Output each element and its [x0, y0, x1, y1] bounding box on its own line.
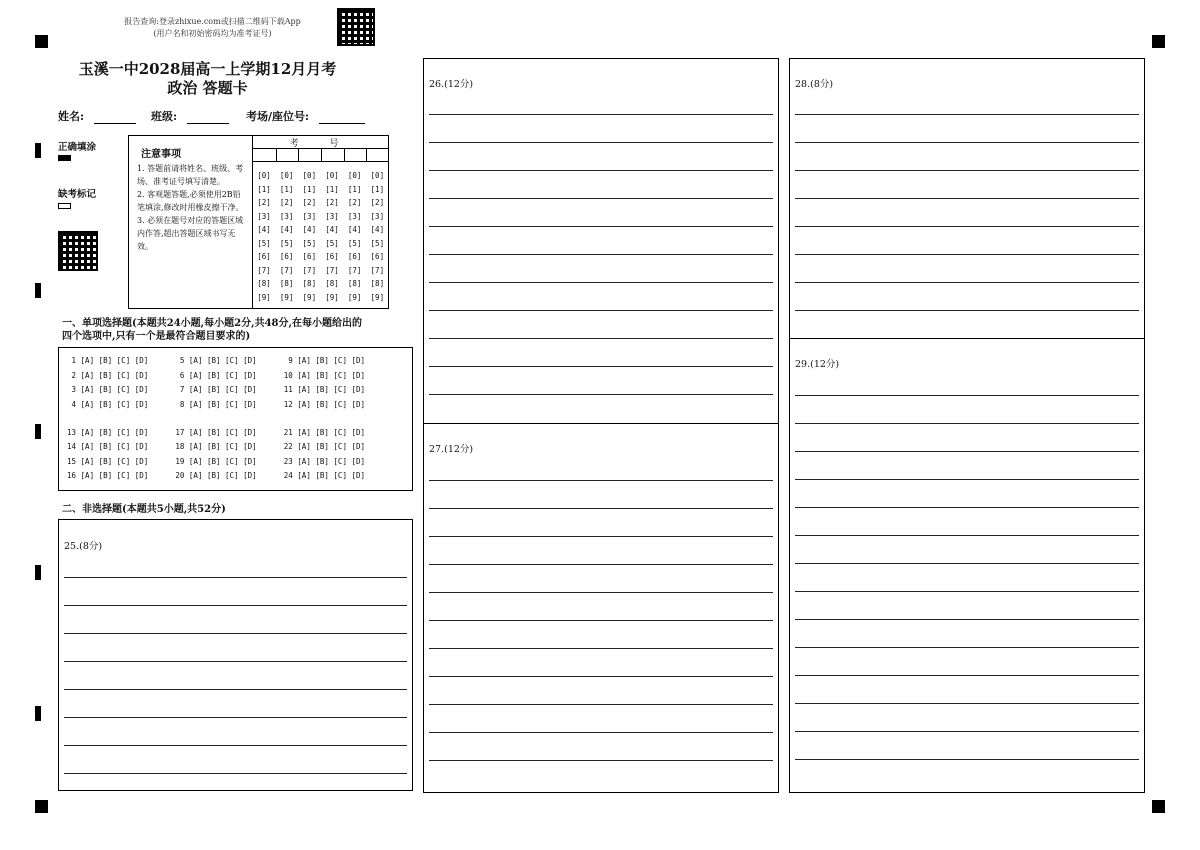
class-field [151, 108, 229, 124]
exam-id-bubble[interactable]: [5] [302, 238, 317, 248]
q29-label: 29.(12分) [795, 359, 840, 370]
exam-id-header: 考 号 [253, 136, 389, 149]
alignment-mark-bottom-right [1152, 800, 1165, 813]
answer-line [795, 507, 1139, 508]
exam-id-bubble[interactable]: [3] [257, 211, 271, 221]
mc-row[interactable]: 2 [A] [B] [C] [D] 6 [A] [B] [C] [D] 10 [A] [B] [C] [D] [67, 371, 366, 380]
exam-id-bubble[interactable]: [2] [370, 198, 385, 207]
exam-id-bubble[interactable]: [8] [302, 279, 317, 288]
timing-mark [35, 283, 41, 298]
exam-id-bubble[interactable]: [5] [370, 238, 385, 248]
exam-id-bubble[interactable]: [7] [325, 265, 339, 275]
exam-id-bubble[interactable]: [2] [302, 198, 317, 207]
answer-line [64, 633, 407, 634]
mc-row[interactable]: 1 [A] [B] [C] [D] 5 [A] [B] [C] [D] 9 [A] [B] [C] [D] [67, 356, 366, 365]
q27-label: 27.(12分) [429, 444, 474, 455]
multiple-choice-box [58, 347, 413, 491]
exam-id-bubble[interactable]: [4] [302, 225, 317, 234]
seat-label: 考场/座位号: [246, 110, 310, 123]
exam-id-column [324, 169, 340, 304]
answer-line [795, 591, 1139, 592]
answer-line [429, 536, 773, 537]
answer-line [429, 620, 773, 621]
exam-id-bubble[interactable]: [1] [302, 184, 317, 194]
alignment-mark-bottom-left [35, 800, 48, 813]
exam-id-bubble[interactable]: [4] [347, 225, 362, 234]
exam-id-bubble[interactable]: [7] [302, 265, 317, 275]
notice-item: 2. 客观题答题,必须使用2B铅笔填涂,修改时用橡皮擦干净。 [137, 190, 244, 212]
answer-line [429, 592, 773, 593]
exam-id-bubble[interactable]: [0] [325, 171, 339, 180]
exam-id-bubble[interactable]: [9] [302, 292, 317, 302]
exam-id-bubble[interactable]: [6] [302, 252, 317, 261]
exam-id-bubble[interactable]: [9] [347, 292, 362, 302]
class-input-line[interactable] [187, 112, 229, 124]
exam-id-bubble[interactable]: [0] [257, 171, 271, 180]
answer-line [795, 114, 1139, 115]
exam-id-bubble[interactable]: [3] [325, 211, 339, 221]
notice-list [137, 162, 247, 253]
exam-id-bubble[interactable]: [1] [370, 184, 385, 194]
mc-row[interactable]: 16 [A] [B] [C] [D] 20 [A] [B] [C] [D] 24 [A] [B] [C] [D] [67, 471, 366, 480]
exam-id-column [279, 169, 295, 304]
seat-input-line[interactable] [319, 112, 365, 124]
exam-id-column [347, 169, 363, 304]
answer-line [429, 282, 773, 283]
alignment-mark-top-right [1152, 35, 1165, 48]
exam-id-bubble[interactable]: [7] [279, 265, 294, 275]
answer-line [795, 731, 1139, 732]
correct-fill-label: 正确填涂 [58, 142, 97, 153]
answer-line [64, 773, 407, 774]
seat-field [246, 108, 365, 124]
answer-line [64, 605, 407, 606]
exam-id-bubble[interactable]: [8] [325, 279, 339, 288]
answer-line [795, 759, 1139, 760]
answer-line [795, 198, 1139, 199]
id-col-divider [276, 149, 277, 162]
mc-row[interactable]: 13 [A] [B] [C] [D] 17 [A] [B] [C] [D] 21 [A] [B] [C] [D] [67, 428, 366, 437]
exam-id-bubble[interactable]: [8] [257, 279, 271, 288]
header-note [100, 16, 325, 40]
q26-label: 26.(12分) [429, 79, 474, 90]
answer-line [429, 310, 773, 311]
section2-title: 二、非选择题(本题共5小题,共52分) [62, 504, 226, 515]
notice-item: 1. 答题前请将姓名、班级、考场、准考证号填写清楚。 [137, 164, 244, 186]
answer-line [429, 732, 773, 733]
id-col-divider [321, 149, 322, 162]
answer-line [795, 703, 1139, 704]
answer-line [795, 142, 1139, 143]
timing-mark [35, 565, 41, 580]
exam-id-bubble[interactable]: [8] [279, 279, 294, 288]
answer-line [429, 114, 773, 115]
mc-row[interactable]: 3 [A] [B] [C] [D] 7 [A] [B] [C] [D] 11 [A] [B] [C] [D] [67, 385, 366, 394]
answer-line [429, 142, 773, 143]
class-label: 班级: [151, 110, 178, 123]
exam-id-bubble[interactable]: [9] [370, 292, 385, 302]
answer-box-q25[interactable] [58, 519, 413, 791]
name-input-line[interactable] [94, 112, 136, 124]
title-line1: 玉溪一中2028届高一上学期12月月考 [78, 60, 337, 78]
mc-row[interactable]: 4 [A] [B] [C] [D] 8 [A] [B] [C] [D] 12 [A] [B] [C] [D] [67, 400, 366, 409]
exam-id-bubble[interactable]: [6] [325, 252, 339, 261]
answer-line [429, 648, 773, 649]
answer-box-q26[interactable] [423, 58, 779, 424]
answer-line [795, 619, 1139, 620]
exam-id-bubble[interactable]: [6] [370, 252, 385, 261]
answer-line [795, 563, 1139, 564]
answer-line [795, 479, 1139, 480]
section1-title-line2: 四个选项中,只有一个是最符合题目要求的) [62, 331, 251, 342]
header-note-line2: (用户名和初始密码均为准考证号) [153, 29, 272, 38]
mc-row[interactable]: 15 [A] [B] [C] [D] 19 [A] [B] [C] [D] 23 [A] [B] [C] [D] [67, 457, 366, 466]
mc-row[interactable]: 14 [A] [B] [C] [D] 18 [A] [B] [C] [D] 22 [A] [B] [C] [D] [67, 442, 366, 451]
answer-line [64, 661, 407, 662]
answer-line [429, 170, 773, 171]
timing-mark [35, 424, 41, 439]
answer-line [429, 704, 773, 705]
answer-line [429, 338, 773, 339]
answer-line [429, 676, 773, 677]
exam-id-bubble[interactable]: [4] [257, 225, 271, 234]
name-field [58, 108, 136, 124]
exam-id-bubble[interactable]: [1] [257, 184, 271, 194]
exam-id-bubble[interactable]: [4] [370, 225, 385, 234]
timing-mark [35, 706, 41, 721]
exam-id-column [369, 169, 385, 304]
exam-id-column [256, 169, 272, 304]
absent-mark-box[interactable] [58, 203, 71, 209]
header-note-line1: 报告查询:登录zhixue.com或扫描二维码下载App [124, 17, 301, 26]
id-col-divider [298, 149, 299, 162]
exam-id-bubble[interactable]: [9] [257, 292, 271, 302]
answer-line [429, 254, 773, 255]
answer-line [429, 394, 773, 395]
exam-id-bubble[interactable]: [3] [279, 211, 294, 221]
exam-id-bubble[interactable]: [9] [325, 292, 339, 302]
name-label: 姓名: [58, 110, 85, 123]
answer-line [64, 577, 407, 578]
answer-line [429, 760, 773, 761]
id-col-divider [366, 149, 367, 162]
answer-line [795, 282, 1139, 283]
answer-line [64, 717, 407, 718]
exam-id-bubble[interactable]: [0] [347, 171, 362, 180]
exam-id-bubble[interactable]: [0] [302, 171, 317, 180]
exam-id-bubble[interactable]: [4] [279, 225, 294, 234]
answer-box-q29[interactable] [789, 338, 1145, 793]
answer-line [429, 198, 773, 199]
answer-line [429, 226, 773, 227]
section1-title-line1: 一、单项选择题(本题共24小题,每小题2分,共48分,在每小题给出的 [62, 318, 362, 329]
answer-line [429, 480, 773, 481]
exam-id-bubble[interactable]: [7] [257, 265, 271, 275]
answer-line [64, 689, 407, 690]
answer-line [64, 745, 407, 746]
answer-box-q27[interactable] [423, 423, 779, 793]
answer-line [795, 675, 1139, 676]
answer-line [429, 508, 773, 509]
exam-id-bubble[interactable]: [3] [347, 211, 362, 221]
exam-id-bubble[interactable]: [5] [325, 238, 339, 248]
section1-title [62, 317, 362, 343]
notice-title: 注意事项 [141, 149, 181, 160]
exam-id-bubble[interactable]: [5] [279, 238, 294, 248]
id-col-divider [344, 149, 345, 162]
exam-id-bubble[interactable]: [1] [325, 184, 339, 194]
exam-id-bubble[interactable]: [6] [257, 252, 271, 261]
answer-line [429, 366, 773, 367]
exam-id-bubble[interactable]: [0] [370, 171, 385, 180]
notice-item: 3. 必须在题号对应的答题区域内作答,超出答题区域书写无效。 [137, 216, 244, 251]
answer-line [795, 226, 1139, 227]
exam-id-bubble[interactable]: [7] [347, 265, 362, 275]
answer-line [795, 423, 1139, 424]
correct-fill-sample [58, 155, 71, 161]
exam-id-bubble[interactable]: [3] [302, 211, 317, 221]
exam-id-bubble[interactable]: [3] [370, 211, 385, 221]
answer-line [795, 170, 1139, 171]
notice-and-id-box [128, 135, 389, 309]
exam-id-bubble[interactable]: [0] [279, 171, 294, 180]
exam-id-bubble[interactable]: [2] [257, 198, 271, 207]
exam-id-bubble[interactable]: [9] [279, 292, 294, 302]
title-line2: 政治 答题卡 [167, 79, 248, 97]
exam-id-bubble[interactable]: [6] [347, 252, 362, 261]
answer-box-q28[interactable] [789, 58, 1145, 339]
absent-mark-label: 缺考标记 [58, 189, 97, 200]
exam-id-bubble[interactable]: [1] [279, 184, 294, 194]
student-qr-code [58, 231, 98, 271]
q25-label: 25.(8分) [64, 541, 103, 552]
exam-id-bubble[interactable]: [2] [279, 198, 294, 207]
answer-line [795, 647, 1139, 648]
page-title [60, 60, 355, 98]
exam-id-bubble[interactable]: [5] [257, 238, 271, 248]
answer-line [429, 564, 773, 565]
exam-id-bubble[interactable]: [4] [325, 225, 339, 234]
exam-id-bubble[interactable]: [7] [370, 265, 385, 275]
exam-id-bubble[interactable]: [6] [279, 252, 294, 261]
exam-id-bubble[interactable]: [2] [347, 198, 362, 207]
exam-id-bubble[interactable]: [8] [347, 279, 362, 288]
header-qr-code [337, 8, 375, 46]
answer-line [795, 451, 1139, 452]
timing-mark [35, 143, 41, 158]
exam-id-bubble[interactable]: [8] [370, 279, 385, 288]
answer-line [795, 535, 1139, 536]
exam-id-bubble[interactable]: [2] [325, 198, 339, 207]
answer-line [795, 310, 1139, 311]
q28-label: 28.(8分) [795, 79, 834, 90]
exam-id-column [301, 169, 317, 304]
exam-id-bubble[interactable]: [5] [347, 238, 362, 248]
exam-id-bubble[interactable]: [1] [347, 184, 362, 194]
alignment-mark-top-left [35, 35, 48, 48]
answer-line [795, 254, 1139, 255]
answer-line [795, 395, 1139, 396]
